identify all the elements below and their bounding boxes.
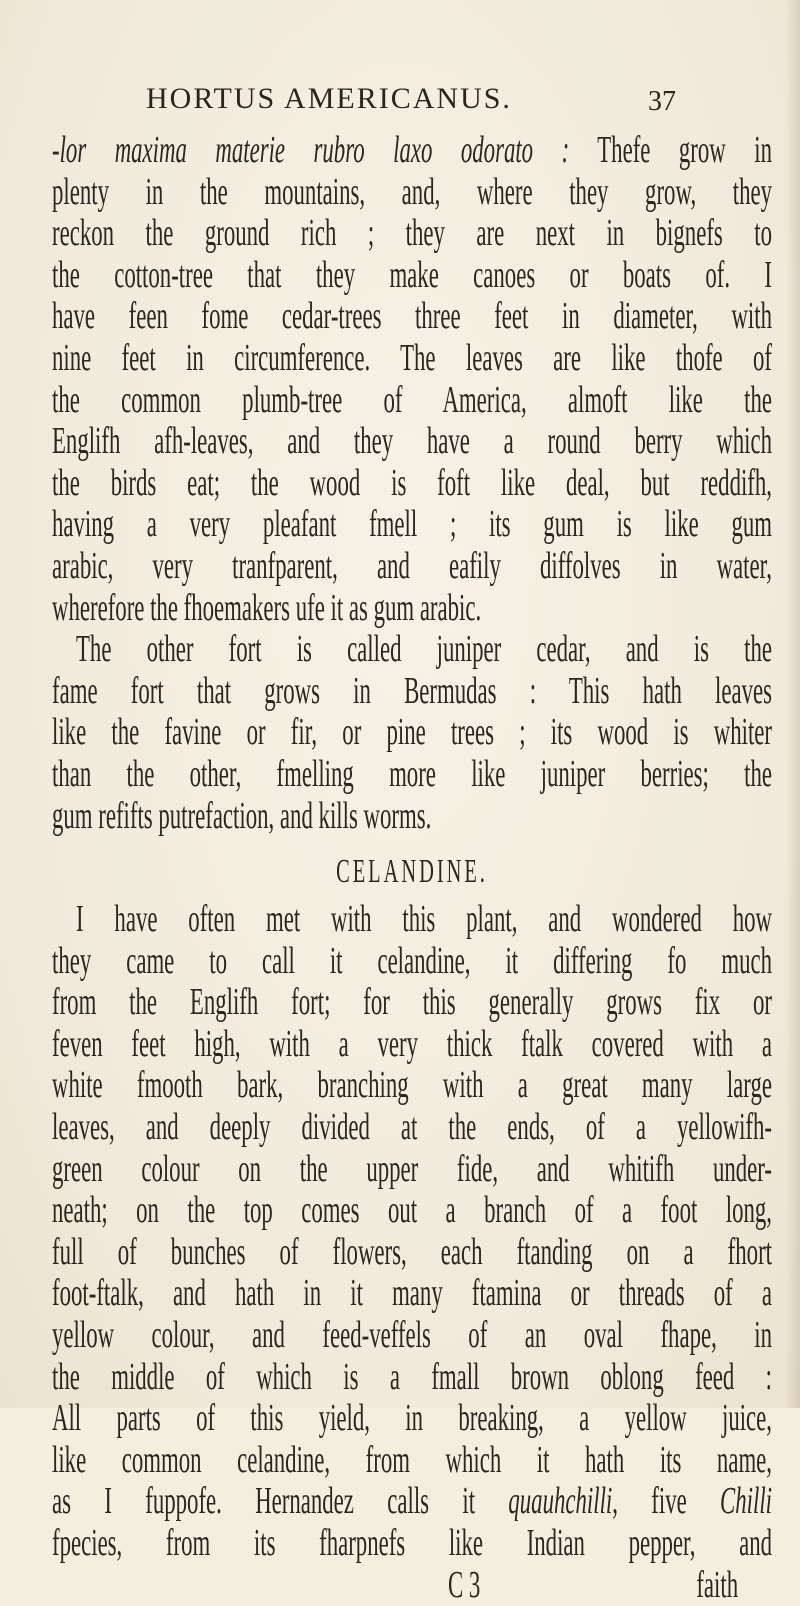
latin-name: quauhchilli [508, 1480, 613, 1523]
text-line: like common celandine, from which it hath its name, [52, 1438, 772, 1481]
text-line: plenty in the mountains, and, where they grow, they [52, 170, 772, 213]
text-line: leaves, and deeply divided at the ends, of a yellowifh- [52, 1106, 772, 1149]
text-line: yellow colour, and feed-veffels of an oval fhape, in [52, 1314, 772, 1357]
text-line: feven feet high, with a very thick ftalk covered with a [52, 1022, 772, 1065]
text-line: the middle of which is a fmall brown oblong feed : [52, 1355, 772, 1398]
text-line: I have often met with this plant, and wondered how [76, 898, 772, 941]
text-line: reckon the ground rich ; they are next in bignefs to [52, 212, 772, 255]
text-line: arabic, very tranfparent, and eafily diffolves in water, [52, 544, 772, 587]
text-line: the common plumb-tree of America, almoft like the [52, 378, 772, 421]
text-line: like the favine or fir, or pine trees ; its wood is whiter [52, 711, 772, 754]
text-line: than the other, fmelling more like juniper berries; the [52, 752, 772, 795]
text-line: All parts of this yield, in breaking, a yellow juice, [52, 1397, 772, 1440]
latin-name: -lor maxima materie rubro laxo odorato : [52, 129, 570, 171]
text-line: The other fort is called juniper cedar, and is the [76, 628, 772, 671]
page-number: 37 [648, 86, 676, 117]
text-line: from the Englifh fort; for this generally grows fix or [52, 981, 772, 1024]
signature-mark: C 3 [448, 1563, 481, 1606]
running-title: HORTUS AMERICANUS. [146, 82, 512, 115]
page-footer [52, 1565, 772, 1606]
text-line: green colour on the upper fide, and whitifh under- [52, 1147, 772, 1190]
text-line: the cotton-tree that they make canoes or boats of. I [52, 253, 772, 296]
text-line: neath; on the top comes out a branch of a foot long, [52, 1189, 772, 1232]
page-header [146, 82, 676, 122]
text-line: fame fort that grows in Bermudas : This hath leaves [52, 669, 772, 712]
text-line: having a very pleafant fmell ; its gum is like gum [52, 503, 772, 546]
text-line: -lor maxima materie rubro laxo odorato : Thefe grow in [52, 129, 772, 171]
latin-name: Chilli [720, 1480, 772, 1523]
section-heading: CELANDINE. [336, 853, 488, 891]
body-text [52, 130, 772, 1606]
text-line: nine feet in circumference. The leaves are like thofe of [52, 336, 772, 379]
text-line: Englifh afh-leaves, and they have a round berry which [52, 420, 772, 463]
text-line: as I fuppofe. Hernandez calls it quauhchilli, five Chilli [52, 1480, 772, 1523]
text-line: white fmooth bark, branching with a great many large [52, 1064, 772, 1107]
text-line: full of bunches of flowers, each ftanding on a fhort [52, 1230, 772, 1273]
text-line: gum refifts putrefaction, and kills worms. [52, 794, 432, 837]
page-edge-shadow [786, 0, 800, 1408]
text-line: wherefore the fhoemakers ufe it as gum arabic. [52, 586, 482, 629]
text-line: they came to call it celandine, it differing fo much [52, 939, 772, 982]
catchword: faith [696, 1563, 739, 1606]
text-line: have feen fome cedar-trees three feet in diameter, with [52, 295, 772, 338]
text-line: foot-ftalk, and hath in it many ftamina or threads of a [52, 1272, 772, 1315]
text-line: the birds eat; the wood is foft like deal, but reddifh, [52, 461, 772, 504]
text-line: fpecies, from its fharpnefs like Indian pepper, and [52, 1522, 772, 1564]
